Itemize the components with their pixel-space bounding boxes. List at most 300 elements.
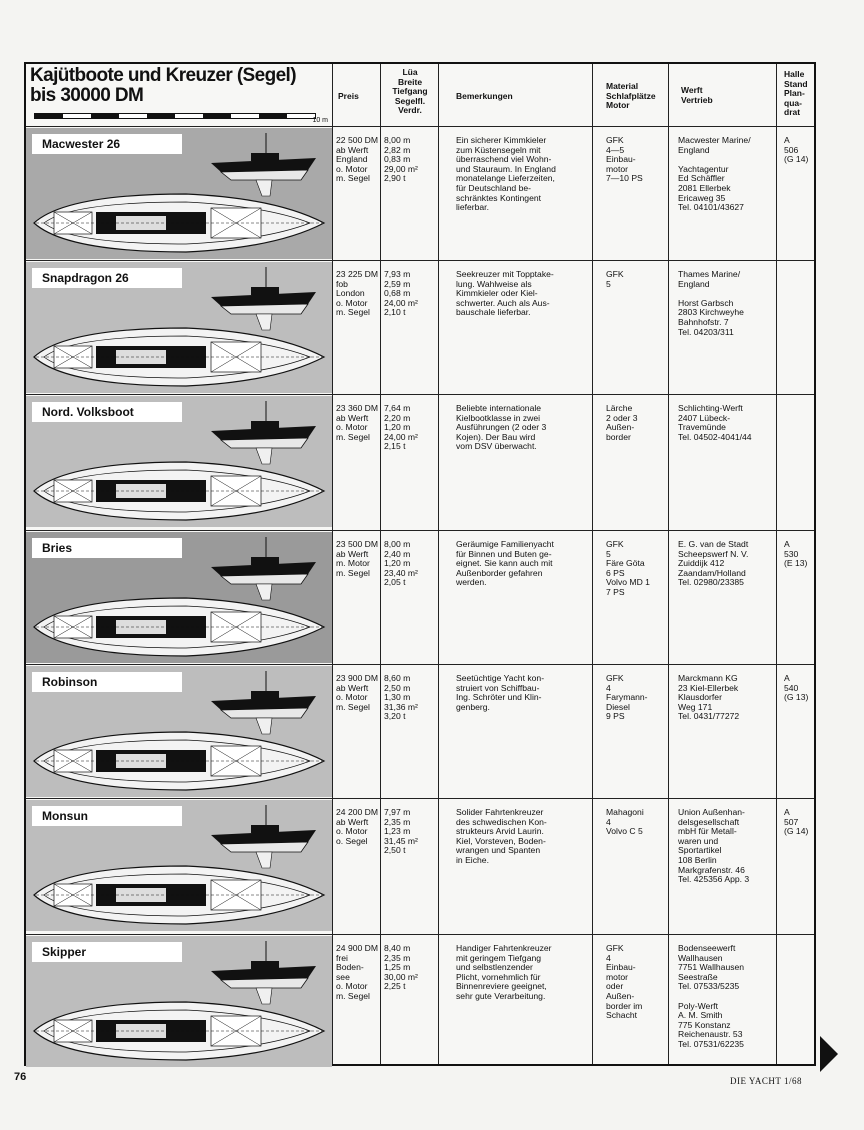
dimensions-cell-line: 2,35 m: [384, 816, 411, 827]
remarks-cell-line: des schwedischen Kon-: [456, 816, 547, 827]
price-cell-line: see: [336, 971, 350, 982]
dimensions-cell-line: 2,15 t: [384, 441, 406, 452]
material-cell-line: 4: [606, 682, 611, 693]
boat-profile-icon: [211, 267, 316, 330]
remarks-cell-line: in Eiche.: [456, 854, 489, 865]
material-cell-line: Einbau-: [606, 962, 636, 973]
remarks-cell-line: Binnenreviere geeignet,: [456, 981, 547, 992]
dimensions-cell-line: 1,20 m: [384, 422, 411, 433]
dimensions-cell-line: 29,00 m²: [384, 163, 418, 174]
remarks-cell-line: schwerter. Auch als Aus-: [456, 297, 550, 308]
dimensions-cell-line: 7,93 m: [384, 269, 411, 279]
remarks-cell-line: Solider Fahrtenkreuzer: [456, 807, 544, 817]
column-divider: [438, 64, 439, 1064]
remarks-cell: [456, 270, 590, 318]
col-header-line: Segelfl.: [394, 95, 426, 106]
page-title: [30, 66, 330, 106]
price-cell: [336, 404, 380, 442]
boat-plan-icon: [34, 194, 324, 252]
material-cell: [606, 136, 666, 184]
material-cell-line: 7—10 PS: [606, 173, 643, 184]
price-cell-line: o. Segel: [336, 835, 368, 846]
remarks-cell-line: Kiel, Vorsteven, Boden-: [456, 835, 546, 846]
price-cell: [336, 270, 380, 318]
remarks-cell-line: Ausführungen (2 oder 3: [456, 422, 547, 433]
dimensions-cell-line: 2,05 t: [384, 577, 406, 588]
column-divider: [668, 64, 669, 1064]
remarks-cell-line: Ing. Schröter und Klin-: [456, 692, 542, 703]
col-header-preis: Preis: [338, 91, 359, 101]
dimensions-cell-line: 2,20 m: [384, 412, 411, 423]
shipyard-cell-line: England: [678, 144, 710, 155]
remarks-cell-line: genberg.: [456, 701, 490, 712]
remarks-cell: [456, 674, 590, 712]
hall-cell-line: 540: [784, 682, 799, 693]
col-header-line: Stand: [784, 78, 808, 89]
dimensions-cell-line: 1,25 m: [384, 962, 411, 973]
shipyard-cell-line: Tel. 425356 App. 3: [678, 874, 750, 885]
hall-cell-line: 530: [784, 548, 799, 559]
material-cell-line: Einbau-: [606, 154, 636, 165]
col-header-material: [606, 82, 656, 111]
shipyard-cell-line: 2803 Kirchweyhe: [678, 307, 744, 318]
material-cell: [606, 270, 666, 289]
boat-name: Macwester 26: [32, 134, 182, 154]
remarks-cell-line: sehr gute Verarbeitung.: [456, 990, 546, 1001]
price-cell-line: o. Motor: [336, 297, 368, 308]
dimensions-cell-line: 30,00 m²: [384, 971, 418, 982]
row-divider: [26, 394, 814, 395]
hall-cell-line: A: [784, 539, 790, 549]
remarks-cell-line: Plicht, vornehmlich für: [456, 971, 541, 982]
shipyard-cell-line: Travemünde: [678, 422, 726, 433]
boat-image-panel: [26, 396, 332, 527]
dimensions-cell: [384, 944, 434, 992]
material-cell-line: Außen-: [606, 422, 635, 433]
col-header-halle: [784, 70, 808, 118]
dimensions-cell-line: 0,83 m: [384, 154, 411, 165]
dimensions-cell-line: 8,00 m: [384, 135, 411, 145]
material-cell-line: Diesel: [606, 701, 630, 712]
remarks-cell-line: werden.: [456, 577, 487, 588]
remarks-cell-line: Kimmkieler oder Kiel-: [456, 288, 538, 299]
material-cell-line: 7 PS: [606, 586, 625, 597]
title-line-2: bis 30000 DM: [30, 85, 144, 106]
shipyard-cell-line: Tel. 04203/311: [678, 326, 734, 337]
remarks-cell-line: für Binnen und Buten ge-: [456, 548, 552, 559]
col-header-line: Tiefgang: [392, 86, 428, 96]
price-cell-line: Boden-: [336, 962, 364, 973]
shipyard-cell-line: Tel. 02980/23385: [678, 577, 744, 588]
remarks-cell-line: Ein sicherer Kimmkieler: [456, 135, 547, 145]
price-cell-line: m. Motor: [336, 558, 370, 569]
shipyard-cell-line: mbH für Metall-: [678, 826, 737, 837]
col-header-line: Motor: [606, 100, 630, 110]
magazine-footer: DIE YACHT 1/68: [730, 1076, 802, 1086]
shipyard-cell-line: Wallhausen: [678, 952, 723, 963]
dimensions-cell-line: 24,00 m²: [384, 431, 418, 442]
price-cell: [336, 136, 380, 184]
material-cell-line: 5: [606, 278, 611, 289]
material-cell-line: border: [606, 431, 631, 442]
remarks-cell-line: Seekreuzer mit Topptake-: [456, 269, 554, 279]
price-cell-line: m. Segel: [336, 701, 370, 712]
material-cell-line: oder: [606, 981, 624, 992]
dimensions-cell-line: 31,45 m²: [384, 835, 418, 846]
shipyard-cell-line: Scheepswerf N. V.: [678, 548, 749, 559]
remarks-cell-line: mit geringem Tiefgang: [456, 952, 542, 963]
col-header-werft: [681, 86, 713, 105]
hall-cell-line: (G 14): [784, 826, 809, 837]
dimensions-cell-line: 2,40 m: [384, 548, 411, 559]
shipyard-cell-line: waren und: [678, 835, 719, 846]
dimensions-cell-line: 3,20 t: [384, 711, 406, 722]
material-cell-line: motor: [606, 971, 628, 982]
hall-cell: [784, 540, 816, 569]
boat-plan-icon: [34, 1002, 324, 1060]
price-cell: [336, 808, 380, 846]
price-cell: [336, 944, 380, 1002]
col-header-dimensions: [386, 68, 434, 116]
hall-cell-line: (G 14): [784, 154, 809, 165]
shipyard-cell-line: Tel. 07533/5235: [678, 981, 740, 992]
col-header-bemerkungen: Bemerkungen: [456, 91, 513, 101]
shipyard-cell-line: Zuiddijk 412: [678, 558, 725, 569]
price-cell-line: ab Werft: [336, 816, 369, 827]
remarks-cell-line: vom DSV überwacht.: [456, 441, 537, 452]
material-cell-line: GFK: [606, 135, 624, 145]
material-cell-line: Färe Göta: [606, 558, 645, 569]
price-cell-line: o. Motor: [336, 692, 368, 703]
remarks-cell-line: struiert von Schiffbau-: [456, 682, 540, 693]
dimensions-cell-line: 1,20 m: [384, 558, 411, 569]
remarks-cell: [456, 944, 590, 1002]
shipyard-cell-line: Marckmann KG: [678, 673, 738, 683]
boat-name: Snapdragon 26: [32, 268, 182, 288]
price-cell: [336, 674, 380, 712]
remarks-cell: [456, 540, 590, 588]
dimensions-cell-line: 2,50 m: [384, 682, 411, 693]
material-cell-line: Mahagoni: [606, 807, 644, 817]
boat-image-panel: [26, 262, 332, 393]
remarks-cell-line: für Deutschland be-: [456, 182, 531, 193]
price-cell-line: fob: [336, 278, 348, 289]
boat-profile-icon: [211, 133, 316, 196]
scale-bar-graphic: [34, 113, 316, 119]
price-cell-line: 23 225 DM: [336, 269, 379, 279]
dimensions-cell-line: 2,35 m: [384, 952, 411, 963]
hall-cell-line: A: [784, 673, 790, 683]
boat-name: Robinson: [32, 672, 182, 692]
shipyard-cell-line: Union Außenhan-: [678, 807, 745, 817]
dimensions-cell-line: 7,64 m: [384, 403, 411, 413]
material-cell-line: 9 PS: [606, 711, 625, 722]
material-cell-line: GFK: [606, 943, 624, 953]
shipyard-cell-line: Tel. 0431/77272: [678, 711, 740, 722]
shipyard-cell-line: Seestraße: [678, 971, 718, 982]
dimensions-cell: [384, 136, 434, 184]
material-cell-line: GFK: [606, 673, 624, 683]
shipyard-cell-line: Reichenaustr. 53: [678, 1029, 743, 1040]
boat-image-panel: [26, 666, 332, 797]
shipyard-cell-line: Klausdorfer: [678, 692, 722, 703]
boat-profile-icon: [211, 537, 316, 600]
remarks-cell-line: wrangen und Spanten: [456, 845, 541, 856]
dimensions-cell-line: 2,82 m: [384, 144, 411, 155]
shipyard-cell-line: Tel. 04101/43627: [678, 202, 744, 213]
boat-image-panel: [26, 128, 332, 259]
remarks-cell-line: Seetüchtige Yacht kon-: [456, 673, 545, 683]
price-cell-line: o. Motor: [336, 826, 368, 837]
remarks-cell-line: strukteurs Arvid Laurin.: [456, 826, 544, 837]
price-cell-line: England: [336, 154, 368, 165]
shipyard-cell: [678, 270, 774, 337]
shipyard-cell-line: 775 Konstanz: [678, 1019, 731, 1030]
col-header-line: drat: [784, 107, 801, 117]
row-divider: [26, 798, 814, 799]
shipyard-cell-line: Macwester Marine/: [678, 135, 751, 145]
col-header-line: qua-: [784, 97, 802, 108]
remarks-cell-line: Handiger Fahrtenkreuzer: [456, 943, 552, 953]
hall-cell: [784, 136, 816, 165]
row-divider: [26, 934, 814, 935]
remarks-cell-line: Kojen). Der Bau wird: [456, 431, 536, 442]
dimensions-cell-line: 8,00 m: [384, 539, 411, 549]
remarks-cell-line: lung. Wahlweise als: [456, 278, 532, 289]
material-cell-line: Lärche: [606, 403, 633, 413]
col-header-line: Breite: [397, 76, 423, 87]
hall-cell-line: 506: [784, 144, 799, 155]
dimensions-cell: [384, 674, 434, 722]
hall-cell-line: 507: [784, 816, 799, 827]
shipyard-cell-line: Schlichting-Werft: [678, 403, 743, 413]
remarks-cell-line: monatelange Lieferzeiten,: [456, 173, 555, 184]
shipyard-cell-line: Weg 171: [678, 701, 713, 712]
shipyard-cell-line: Zaandam/Holland: [678, 567, 746, 578]
price-cell-line: 24 200 DM: [336, 807, 379, 817]
remarks-cell: [456, 404, 590, 452]
material-cell-line: GFK: [606, 269, 624, 279]
dimensions-cell-line: 1,30 m: [384, 692, 411, 703]
shipyard-cell: [678, 404, 774, 442]
row-divider: [26, 664, 814, 665]
material-cell-line: 4: [606, 952, 611, 963]
material-cell-line: Farymann-: [606, 692, 648, 703]
material-cell-line: 4: [606, 816, 611, 827]
col-header-line: Lüa: [402, 67, 418, 77]
hall-cell: [784, 674, 816, 703]
remarks-cell-line: schränktes Kontingent: [456, 192, 542, 203]
shipyard-cell-line: Thames Marine/: [678, 269, 741, 279]
row-divider: [26, 126, 814, 127]
boat-plan-icon: [34, 866, 324, 924]
shipyard-cell-line: Yachtagentur: [678, 163, 729, 174]
row-divider: [26, 260, 814, 261]
hall-cell: [784, 808, 816, 837]
material-cell: [606, 944, 666, 1021]
dimensions-cell-line: 7,97 m: [384, 807, 411, 817]
shipyard-cell-line: 108 Berlin: [678, 854, 717, 865]
material-cell-line: Volvo MD 1: [606, 577, 650, 588]
price-cell-line: m. Segel: [336, 567, 370, 578]
next-page-arrow-icon[interactable]: [820, 1036, 838, 1072]
price-cell-line: 23 900 DM: [336, 673, 379, 683]
col-header-line: Werft: [681, 85, 703, 95]
shipyard-cell-line: delsgesellschaft: [678, 816, 740, 827]
dimensions-cell-line: 2,50 t: [384, 845, 406, 856]
material-cell: [606, 674, 666, 722]
boat-profile-icon: [211, 401, 316, 464]
price-cell-line: 23 500 DM: [336, 539, 379, 549]
dimensions-cell-line: 1,23 m: [384, 826, 411, 837]
col-header-line: Material: [606, 81, 639, 91]
price-cell: [336, 540, 380, 578]
price-cell-line: m. Segel: [336, 173, 370, 184]
remarks-cell-line: zum Küstensegeln mit: [456, 144, 541, 155]
price-cell-line: o. Motor: [336, 163, 368, 174]
boat-name: Monsun: [32, 806, 182, 826]
material-cell-line: GFK: [606, 539, 624, 549]
dimensions-cell: [384, 808, 434, 856]
shipyard-cell-line: Tel. 07531/62235: [678, 1038, 744, 1049]
col-header-line: Halle: [784, 69, 805, 79]
shipyard-cell-line: Ed Schäffler: [678, 173, 725, 184]
material-cell-line: 5: [606, 548, 611, 559]
dimensions-cell-line: 24,00 m²: [384, 297, 418, 308]
boat-image-panel: [26, 532, 332, 663]
shipyard-cell-line: Markgrafenstr. 46: [678, 864, 745, 875]
price-cell-line: 24 900 DM: [336, 943, 379, 953]
boat-plan-icon: [34, 462, 324, 520]
boat-image-panel: [26, 936, 332, 1067]
material-cell-line: border im: [606, 1000, 643, 1011]
price-cell-line: m. Segel: [336, 431, 370, 442]
boat-profile-icon: [211, 941, 316, 1004]
shipyard-cell-line: E. G. van de Stadt: [678, 539, 749, 549]
dimensions-cell: [384, 404, 434, 452]
shipyard-cell-line: Tel. 04502-4041/44: [678, 431, 752, 442]
shipyard-cell: [678, 136, 774, 213]
dimensions-cell: [384, 270, 434, 318]
page-number: 76: [14, 1071, 27, 1083]
remarks-cell-line: überraschend viel Wohn-: [456, 154, 552, 165]
shipyard-cell-line: 23 Kiel-Ellerbek: [678, 682, 739, 693]
dimensions-cell-line: 8,40 m: [384, 943, 411, 953]
material-cell-line: Volvo C 5: [606, 826, 643, 837]
boat-table: [24, 62, 816, 1066]
price-cell-line: o. Motor: [336, 981, 368, 992]
col-header-line: Vertrieb: [681, 94, 713, 105]
remarks-cell-line: Außenborder gefahren: [456, 567, 543, 578]
price-cell-line: ab Werft: [336, 682, 369, 693]
price-cell-line: ab Werft: [336, 412, 369, 423]
shipyard-cell: [678, 540, 774, 588]
material-cell-line: 6 PS: [606, 567, 625, 578]
shipyard-cell: [678, 674, 774, 722]
shipyard-cell-line: Poly-Werft: [678, 1000, 718, 1011]
dimensions-cell-line: 0,68 m: [384, 288, 411, 299]
row-divider: [26, 530, 814, 531]
scale-label: 10 m: [312, 117, 328, 124]
boat-profile-icon: [211, 671, 316, 734]
boat-name: Skipper: [32, 942, 182, 962]
material-cell-line: motor: [606, 163, 628, 174]
material-cell-line: 2 oder 3: [606, 412, 638, 423]
shipyard-cell-line: Bahnhofstr. 7: [678, 316, 729, 327]
dimensions-cell-line: 31,36 m²: [384, 701, 418, 712]
price-cell-line: m. Segel: [336, 990, 370, 1001]
boat-image-panel: [26, 800, 332, 931]
column-divider: [592, 64, 593, 1064]
shipyard-cell-line: Horst Garbsch: [678, 297, 734, 308]
boat-name: Nord. Volksboot: [32, 402, 182, 422]
boat-plan-icon: [34, 732, 324, 790]
boat-plan-icon: [34, 598, 324, 656]
hall-cell-line: (G 13): [784, 692, 809, 703]
price-cell-line: o. Motor: [336, 422, 368, 433]
remarks-cell-line: bauschale lieferbar.: [456, 307, 531, 318]
price-cell-line: 23 360 DM: [336, 403, 379, 413]
shipyard-cell-line: Sportartikel: [678, 845, 722, 856]
dimensions-cell: [384, 540, 434, 588]
title-line-1: Kajütboote und Kreuzer (Segel): [30, 65, 296, 86]
price-cell-line: frei: [336, 952, 348, 963]
remarks-cell: [456, 136, 590, 213]
dimensions-cell-line: 2,10 t: [384, 307, 406, 318]
remarks-cell-line: Geräumige Familienyacht: [456, 539, 554, 549]
hall-cell-line: (E 13): [784, 558, 808, 569]
price-cell-line: ab Werft: [336, 144, 369, 155]
boat-profile-icon: [211, 805, 316, 868]
shipyard-cell-line: Ericaweg 35: [678, 192, 726, 203]
scale-bar: [34, 110, 328, 124]
price-cell-line: m. Segel: [336, 307, 370, 318]
column-divider: [776, 64, 777, 1064]
boat-plan-icon: [34, 328, 324, 386]
column-divider: [332, 64, 333, 1064]
shipyard-cell: [678, 944, 774, 1050]
material-cell-line: 4—5: [606, 144, 625, 155]
remarks-cell-line: Kielbootklasse in zwei: [456, 412, 541, 423]
boat-name: Bries: [32, 538, 182, 558]
col-header-line: Schlafplätze: [606, 90, 656, 101]
material-cell-line: Außen-: [606, 990, 635, 1001]
material-cell: [606, 808, 666, 837]
shipyard-cell-line: 2081 Ellerbek: [678, 182, 731, 193]
shipyard-cell-line: 7751 Wallhausen: [678, 962, 745, 973]
shipyard-cell-line: England: [678, 278, 710, 289]
remarks-cell: [456, 808, 590, 866]
shipyard-cell-line: 2407 Lübeck-: [678, 412, 731, 423]
remarks-cell-line: und selbstlenzender: [456, 962, 533, 973]
price-cell-line: London: [336, 288, 365, 299]
dimensions-cell-line: 8,60 m: [384, 673, 411, 683]
hall-cell-line: A: [784, 135, 790, 145]
dimensions-cell-line: 2,90 t: [384, 173, 406, 184]
material-cell: [606, 404, 666, 442]
dimensions-cell-line: 23,40 m²: [384, 567, 418, 578]
material-cell-line: Schacht: [606, 1010, 638, 1021]
price-cell-line: 22 500 DM: [336, 135, 379, 145]
shipyard-cell: [678, 808, 774, 885]
col-header-line: Verdr.: [398, 105, 422, 115]
remarks-cell-line: und Stauraum. In England: [456, 163, 556, 174]
shipyard-cell-line: Bodenseewerft: [678, 943, 736, 953]
remarks-cell-line: eignet. Sie kann auch mit: [456, 558, 553, 569]
remarks-cell-line: Beliebte internationale: [456, 403, 542, 413]
material-cell: [606, 540, 666, 598]
dimensions-cell-line: 2,25 t: [384, 981, 406, 992]
